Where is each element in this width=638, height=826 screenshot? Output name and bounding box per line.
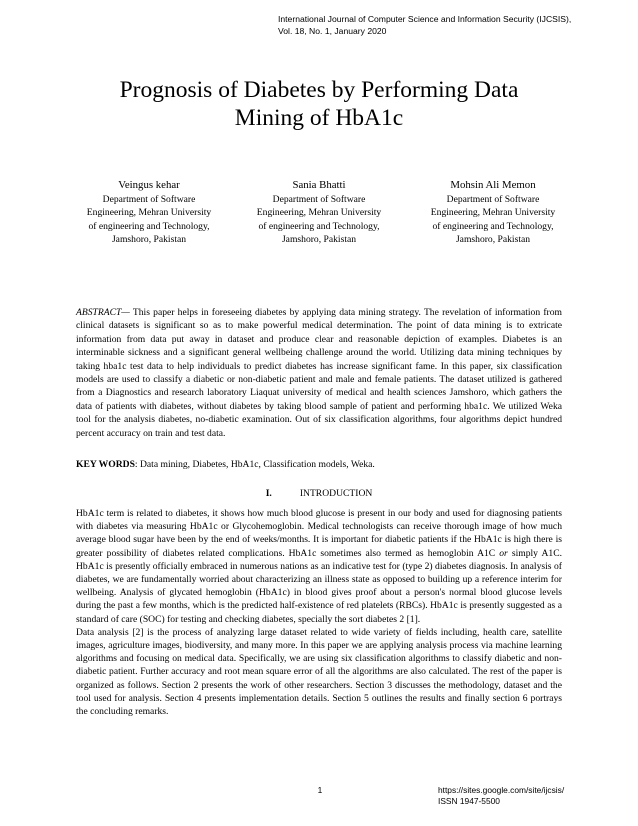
author-affiliation: of engineering and Technology, — [258, 220, 380, 232]
author-name: Mohsin Ali Memon — [450, 179, 536, 191]
author-department: Department of Software — [272, 193, 366, 205]
abstract-label: ABSTRACT— — [76, 307, 130, 318]
author-department: Department of Software — [102, 193, 196, 205]
body-text — [76, 507, 562, 718]
author-block — [408, 178, 578, 247]
keywords-label: KEY WORDS — [76, 459, 135, 470]
section-title: INTRODUCTION — [299, 488, 373, 499]
section-number: I. — [265, 488, 272, 499]
author-department: Department of Software — [446, 193, 540, 205]
journal-header — [278, 14, 618, 37]
author-affiliation: of engineering and Technology, — [432, 220, 554, 232]
section-heading — [76, 487, 562, 500]
author-name: Sania Bhatti — [292, 179, 346, 191]
title-line-2: Mining of HbA1c — [234, 105, 404, 131]
body-text-span: simply A1C. HbA1c is presently officially embraced in numerous nations as an indicative test for (type 2) diabetes diagnosis. In analysis of diabetes, we are fundamentally worried about characterizing an illness state as opposed to building up a reference interim for wellbeing. Analysis of glycated hemoglobin (HbA1c) in blood gives proof about a person's normal blood glucose levels during the past a few months, which is the predicted half-existence of red platelets (RBCs). HbA1c is presently suggested as a standard of care (SOC) for testing and checking diabetes, specially the sort diabetes 2 [1]. — [76, 547, 562, 625]
page-number: 1 — [317, 785, 323, 795]
author-name: Veingus kehar — [118, 179, 180, 191]
body-text-span: or — [499, 547, 508, 559]
author-affiliation: Engineering, Mehran University — [256, 207, 382, 219]
paper-title — [40, 76, 598, 132]
author-city: Jamshoro, Pakistan — [111, 234, 187, 246]
footer-info — [438, 785, 628, 807]
author-city: Jamshoro, Pakistan — [281, 234, 357, 246]
author-affiliation: Engineering, Mehran University — [86, 207, 212, 219]
journal-issue: Vol. 18, No. 1, January 2020 — [278, 25, 387, 36]
keywords-text: : Data mining, Diabetes, HbA1c, Classification models, Weka. — [134, 459, 375, 470]
body-text-span: HbA1c term is related to diabetes, it shows how much blood glucose is present in our body and used for diagnosing patients with diabetes via measuring HbA1c or Glycohemoglobin. Medical technologists can receive thorough image of how much average blood sugar have been by the end of weeks/months. It is important for diabetic patients if the HbA1c is high there is greater possibility of diabetes related complications. HbA1c sometimes also termed as hemoglobin A1C — [76, 508, 562, 559]
author-affiliation: of engineering and Technology, — [88, 220, 210, 232]
author-block — [64, 178, 234, 247]
author-affiliation: Engineering, Mehran University — [430, 207, 556, 219]
author-city: Jamshoro, Pakistan — [455, 234, 531, 246]
footer-issn: ISSN 1947-5500 — [438, 796, 500, 806]
body-paragraph — [76, 507, 562, 626]
abstract-text: This paper helps in foreseeing diabetes by applying data mining strategy. The revelation of information from clinical datasets is significant so as to make powerful medical determination. The point of data mining is to extricate information from data put away in dataset and produce clear and reasonable depiction of examples. Diabetes is an interminable sickness and a significant general wellbeing challenge around the world. Utilizing data mining techniques by taking hba1c test data to help individuals to predict diabetes has increase significant fame. In this paper, six classification models are used to classify a diabetic or non-diabetic patient and male and female patients. The dataset utilized is gathered from a Diagnostics and research laboratory Liaquat university of medical and health sciences Jamshoro, which gathers the data of patients with diabetes, without diabetes by taking blood sample of patient and performing hba1c. We utilized Weka tool for the analysis diabetes, no-diabetic examination. Out of six classification algorithms, four algorithms depict hundred percent accuracy on train and test data. — [76, 307, 562, 439]
footer-url: https://sites.google.com/site/ijcsis/ — [438, 785, 565, 795]
keywords — [76, 458, 562, 471]
journal-name: International Journal of Computer Science and Information Security (IJCSIS), — [278, 14, 572, 24]
body-paragraph: Data analysis [2] is the process of analyzing large dataset related to wide variety of fields including, health care, satellite images, agriculture images, biodiversity, and many more. In this paper we are applying analysis process via machine learning algorithms and focusing on medical data. Specifically, we are using six classification algorithms to classify diabetic and non-diabetic patient. Further accuracy and root mean square error of all the algorithms are also calculated. The rest of the paper is organized as follows. Section 2 presents the work of other researchers. Section 3 discusses the methodology, dataset and the tool used for analysis. Section 4 presents implementation details. Section 5 outlines the results and finally section 6 portrays the concluding remarks. — [76, 626, 562, 718]
title-line-1: Prognosis of Diabetes by Performing Data — [119, 77, 519, 103]
author-block — [234, 178, 404, 247]
abstract — [76, 306, 562, 440]
